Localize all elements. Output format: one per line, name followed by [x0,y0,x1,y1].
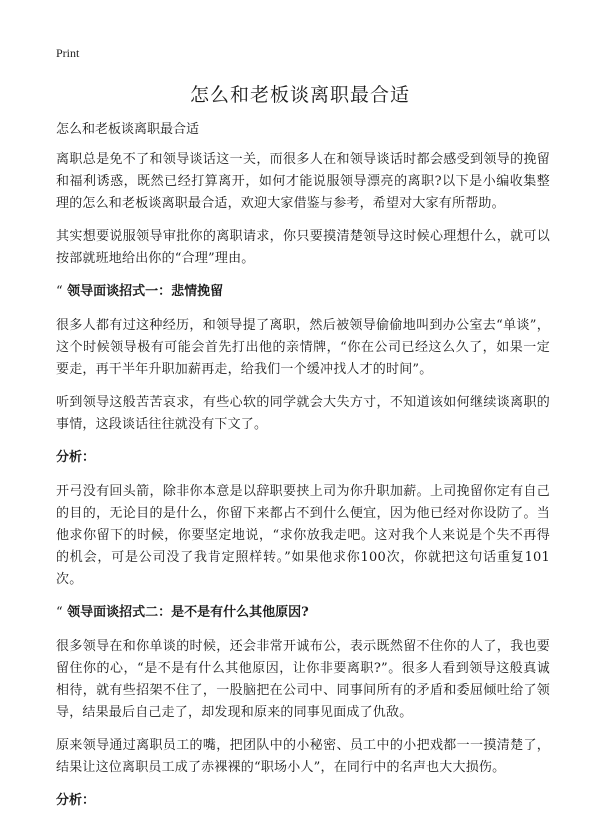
quote-mark: “ [56,605,63,620]
intro-paragraph: 离职总是免不了和领导谈话这一关，而很多人在和领导谈话时都会感受到领导的挽留和福利诱惑，既然已经打算离开，如何才能说服领导漂亮的离职?以下是小编收集整理的怎么和老板谈离职最合适，欢迎大家借鉴与参考，希望对大家有所帮助。 [56,152,550,211]
article-subtitle: 怎么和老板谈离职最合适 [56,122,200,137]
page-title: 怎么和老板谈离职最合适 [189,84,410,106]
section-heading-1-text: 领导面谈招式一：悲情挽留 [62,284,224,299]
article-body [56,121,550,824]
section-2-paragraph-1: 很多领导在和你单谈的时候，还会非常开诚布公，表示既然留不住你的人了，我也要留住你的心，“是不是有什么其他原因，让你非要离职?”。很多人看到领导这般真诚相待，就有些招架不住了，一股脑把在公司中、同事间所有的矛盾和委屈倾吐给了领导，结果最后自己走了，却发现和原来的同事见面成了仇敌。 [56,639,550,720]
paragraph-2: 其实想要说服领导审批你的离职请求，你只要摸清楚领导这时候心理想什么，就可以按部就班地给出你的“合理”理由。 [56,229,550,266]
analysis-heading-1: 分析： [56,450,96,465]
quote-mark: “ [56,284,63,299]
section-heading-1 [56,281,550,303]
section-2-paragraph-2: 原来领导通过离职员工的嘴，把团队中的小秘密、员工中的小把戏都一一摸清楚了，结果让这位离职员工成了赤裸裸的“职场小人”，在同行中的名声也大大损伤。 [56,738,550,775]
section-heading-2-text: 领导面谈招式二：是不是有什么其他原因? [62,605,309,620]
section-heading-2 [56,602,550,624]
section-1-paragraph-1: 很多人都有过这种经历，和领导提了离职，然后被领导偷偷地叫到办公室去“单谈”，这个时候领导极有可能会首先打出他的亲情牌，“你在公司已经这么久了，如果一定要走，再干半年升职加薪再走，给我们一个缓冲找人才的时间”。 [56,318,550,377]
analysis-1-paragraph: 开弓没有回头箭，除非你本意是以辞职要挟上司为你升职加薪。上司挽留你定有自己的目的，无论目的是什么，你留下来都占不到什么便宜，因为他已经对你设防了。当他求你留下的时候，你要坚定地说，“求你放我走吧。这对我个人来说是个失不再得的机会，可是公司没了我肯定照样转。”如果他求你100次，你就把这句话重复101次。 [56,484,550,587]
section-1-paragraph-2: 听到领导这般苦苦哀求，有些心软的同学就会大失方寸，不知道该如何继续谈离职的事情，这段谈话往往就没有下文了。 [56,395,550,432]
print-link[interactable]: Print [56,46,80,60]
analysis-heading-2: 分析： [56,793,96,808]
